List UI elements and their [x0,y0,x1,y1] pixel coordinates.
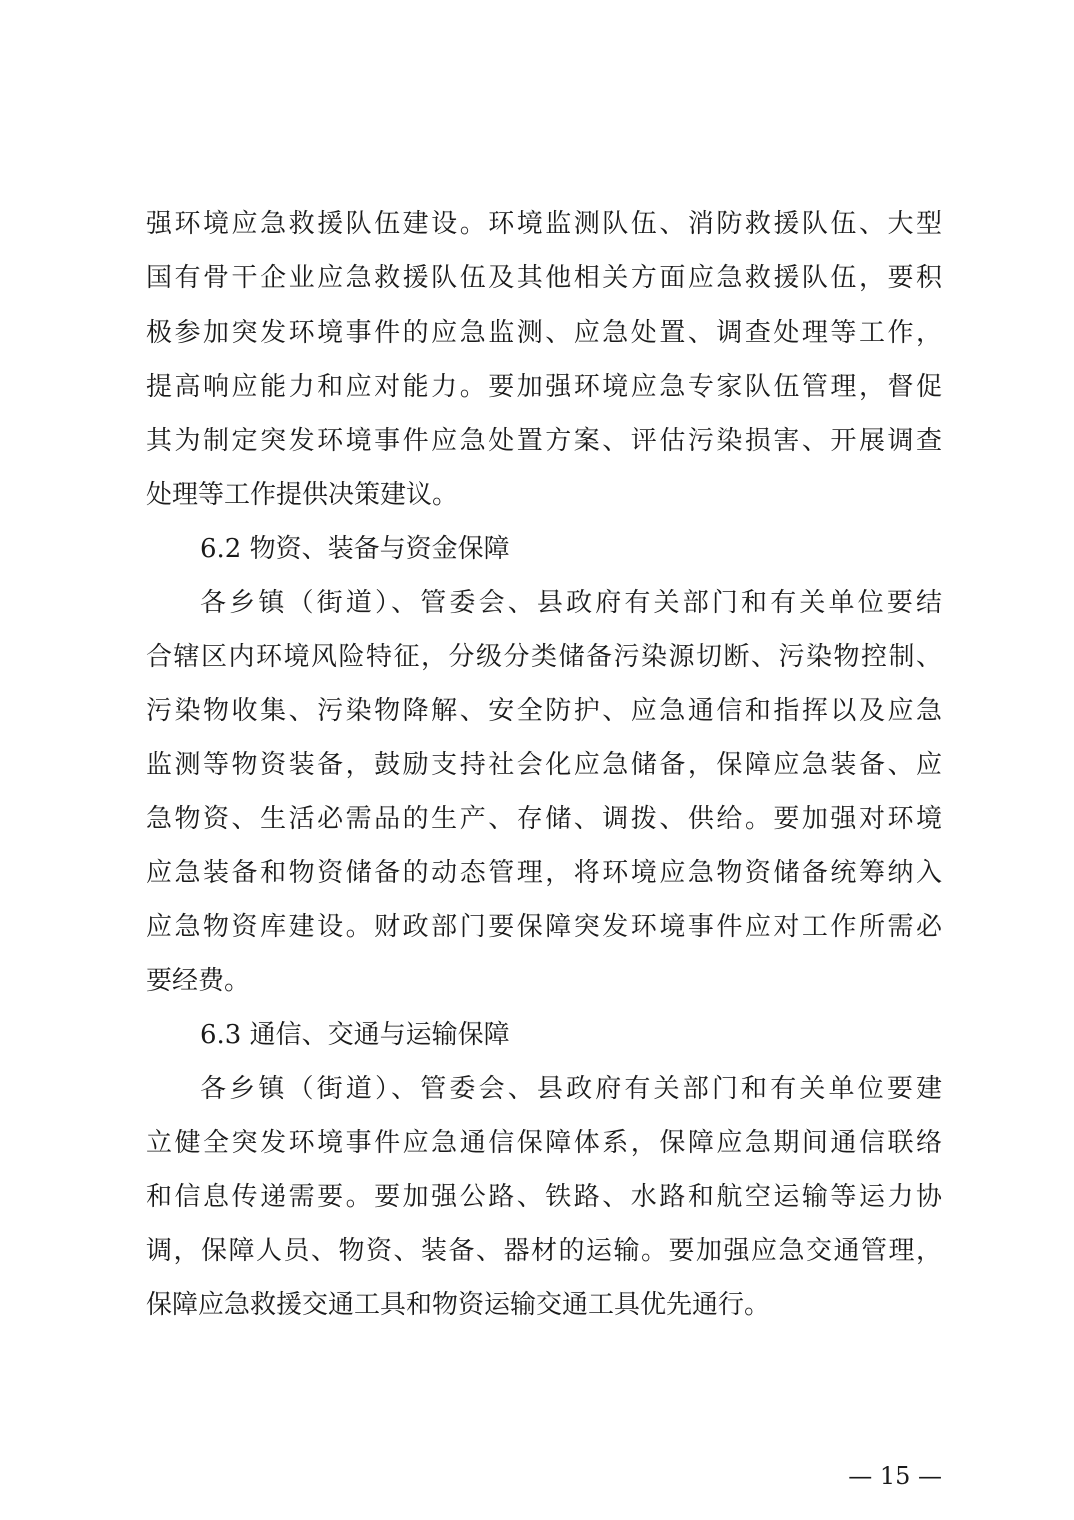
paragraph-line: 应急物资库建设。财政部门要保障突发环境事件应对工作所需必 [146,912,942,942]
paragraph-line: 急物资、生活必需品的生产、存储、调拨、供给。要加强对环境 [146,804,942,834]
paragraph-line: 各乡镇（街道）、管委会、县政府有关部门和有关单位要结 [200,588,942,618]
section-heading: 6.2 物资、装备与资金保障 [200,534,510,564]
page-number: — 15 — [848,1462,942,1490]
paragraph-line: 处理等工作提供决策建议。 [146,480,459,510]
paragraph-line: 国有骨干企业应急救援队伍及其他相关方面应急救援队伍，要积 [146,263,942,293]
paragraph-line: 和信息传递需要。要加强公路、铁路、水路和航空运输等运力协 [146,1182,942,1212]
paragraph-line: 提高响应能力和应对能力。要加强环境应急专家队伍管理，督促 [146,372,942,402]
paragraph-line: 强环境应急救援队伍建设。环境监测队伍、消防救援队伍、大型 [146,209,942,239]
paragraph-line: 调，保障人员、物资、装备、器材的运输。要加强应急交通管理， [146,1236,942,1266]
paragraph-line: 应急装备和物资储备的动态管理，将环境应急物资储备统筹纳入 [146,858,942,888]
paragraph-line: 各乡镇（街道）、管委会、县政府有关部门和有关单位要建 [200,1074,942,1104]
paragraph-line: 要经费。 [146,966,251,996]
paragraph-line: 立健全突发环境事件应急通信保障体系，保障应急期间通信联络 [146,1128,942,1158]
section-heading: 6.3 通信、交通与运输保障 [200,1020,510,1050]
paragraph-line: 保障应急救援交通工具和物资运输交通工具优先通行。 [146,1290,771,1320]
paragraph-line: 污染物收集、污染物降解、安全防护、应急通信和指挥以及应急 [146,696,942,726]
paragraph-line: 合辖区内环境风险特征，分级分类储备污染源切断、污染物控制、 [146,642,942,672]
paragraph-line: 监测等物资装备，鼓励支持社会化应急储备，保障应急装备、应 [146,750,942,780]
paragraph-line: 极参加突发环境事件的应急监测、应急处置、调查处理等工作， [146,318,942,348]
paragraph-line: 其为制定突发环境事件应急处置方案、评估污染损害、开展调查 [146,426,942,456]
